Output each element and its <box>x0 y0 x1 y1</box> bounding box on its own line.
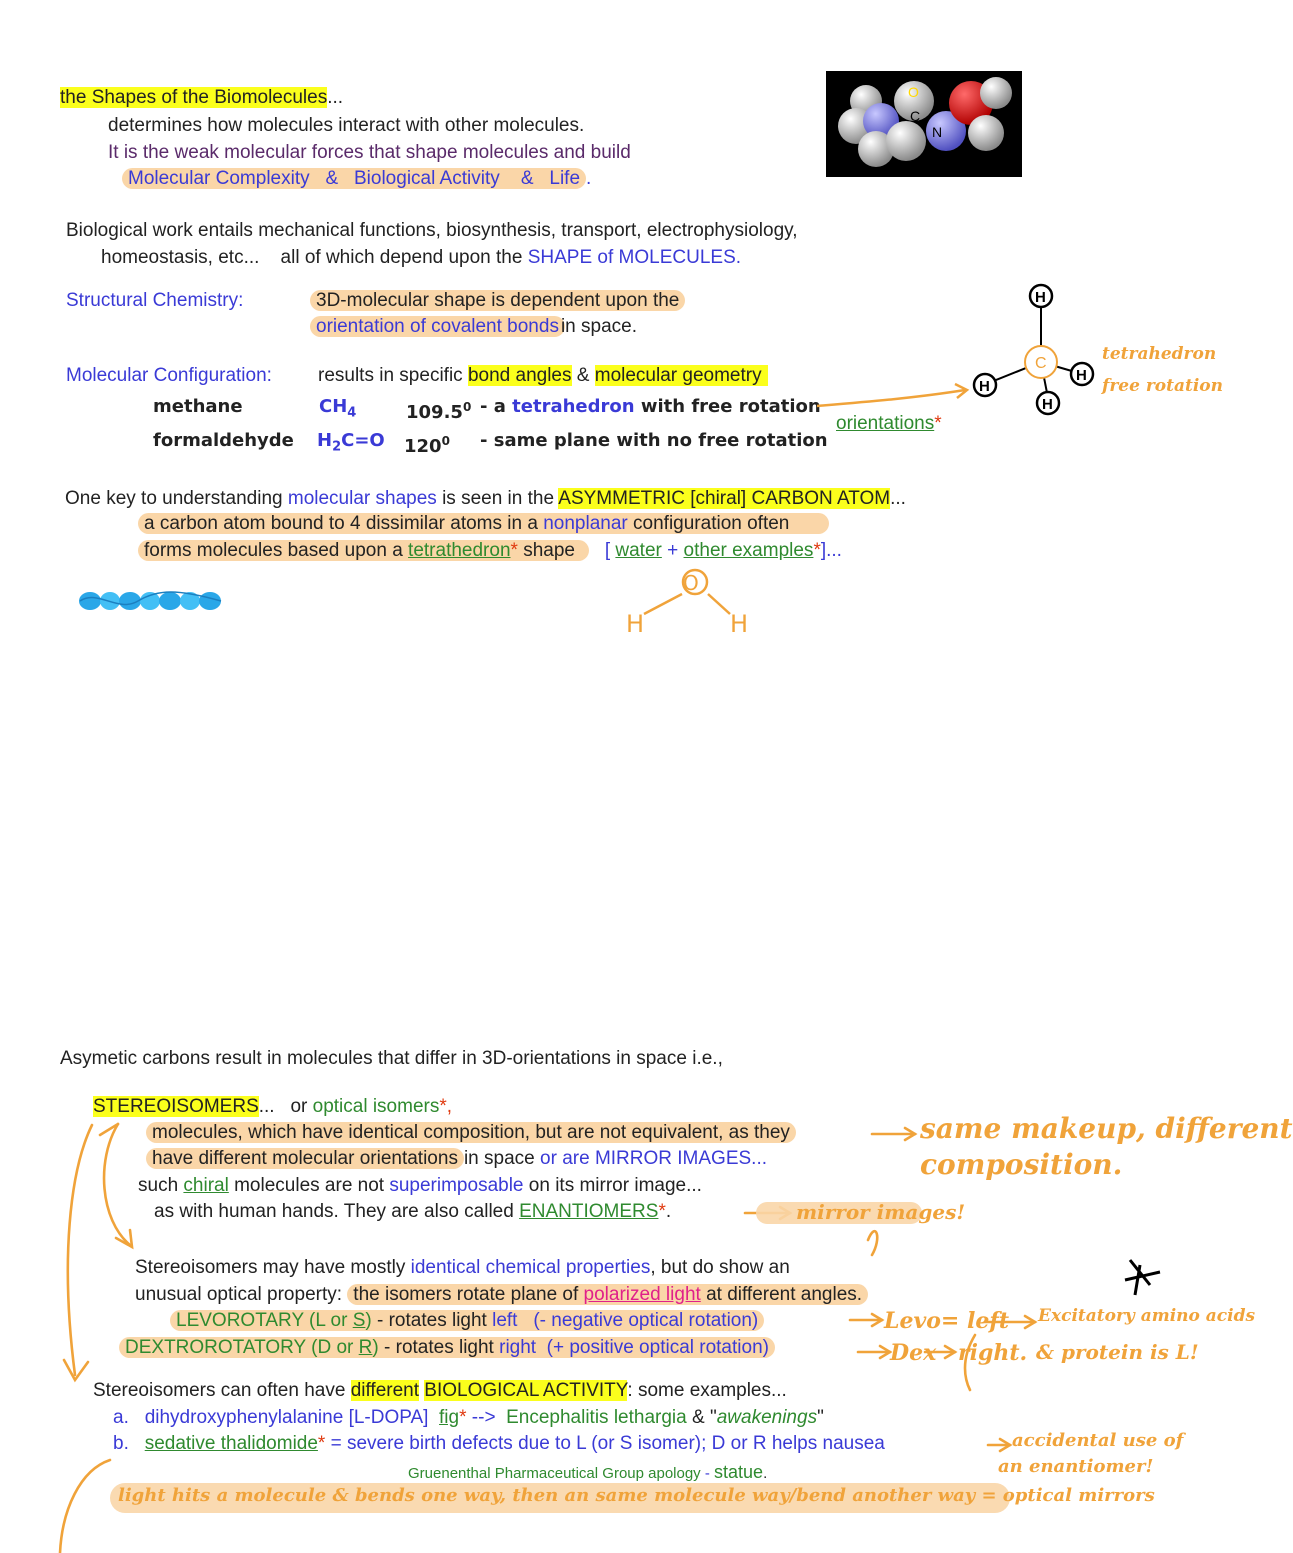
shape-of-molecules: SHAPE of MOLECULES. <box>527 247 742 268</box>
amp-2: & <box>520 168 534 189</box>
quote-close: " <box>817 1407 824 1428</box>
rotates-text: - rotates light <box>384 1337 494 1358</box>
different-word: different <box>350 1380 420 1401</box>
note-enantiomer: an enantiomer! <box>998 1456 1154 1477</box>
intro-line-2: It is the weak molecular forces that shape molecules and build <box>108 142 631 163</box>
paren: ) <box>372 1337 379 1358</box>
molecular-geometry: molecular geometry <box>595 365 768 386</box>
asymmetric-carbon: ASYMMETRIC [chiral] CARBON ATOM <box>558 488 891 509</box>
h-left: H <box>979 378 990 395</box>
config-text: configuration often <box>633 513 790 534</box>
in-space: in space <box>463 1148 535 1169</box>
awakenings: awakenings <box>716 1407 818 1428</box>
life-text: Life <box>549 168 581 189</box>
note-right: right. <box>958 1340 1028 1366</box>
ellipsis: ... <box>890 488 906 509</box>
fig-link[interactable]: fig <box>439 1407 460 1428</box>
dash: - <box>704 1465 710 1482</box>
levo-label: LEVOROTARY (L or <box>176 1310 348 1331</box>
star: * <box>510 540 518 561</box>
in-space-text: in space. <box>560 316 637 337</box>
amp: & <box>576 365 590 386</box>
formula-sub: 4 <box>347 405 357 421</box>
free-rotation-note: free rotation <box>1102 376 1223 396</box>
center-c: C <box>1035 355 1047 372</box>
shape-text: shape <box>523 540 575 561</box>
water-o: O <box>683 571 699 595</box>
desc-a: - a <box>480 396 506 417</box>
star: * <box>317 1433 326 1454</box>
work-line-1: Biological work entails mechanical functions, biosynthesis, transport, electrophysiology, <box>66 220 798 241</box>
formaldehyde-desc: - same plane with no free rotation <box>480 430 828 451</box>
tetrahedron-note: tetrahedron <box>1102 344 1217 364</box>
polarized-light-link[interactable]: polarized light <box>583 1284 701 1305</box>
water-link[interactable]: water <box>615 540 662 561</box>
apology: Gruenenthal Pharmaceutical Group apology <box>408 1465 701 1482</box>
bound-text: a carbon atom bound to 4 dissimilar atoms in a <box>144 513 538 534</box>
note-composition: composition. <box>920 1148 1123 1181</box>
different-orientations: have different molecular orientations <box>146 1148 464 1169</box>
formaldehyde-name: formaldehyde <box>153 430 294 451</box>
plus: + <box>667 540 679 561</box>
stereo-intro: Asymetic carbons result in molecules that differ in 3D-orientations in space i.e., <box>60 1048 723 1069</box>
or-text: or <box>290 1096 308 1117</box>
biological-activity: BIOLOGICAL ACTIVITY <box>424 1380 628 1401</box>
methane-name: methane <box>153 396 243 417</box>
free-rotation-text: with free rotation <box>640 396 821 417</box>
formula-co: C=O <box>341 430 385 451</box>
superimposable: superimposable <box>389 1175 524 1196</box>
encephalitis: Encephalitis lethargia <box>506 1407 687 1428</box>
mirror-images: are MIRROR IMAGES... <box>562 1148 768 1169</box>
model-label-n: N <box>932 124 943 140</box>
or: or <box>540 1148 557 1169</box>
thalidomide-link[interactable]: sedative thalidomide <box>144 1433 318 1454</box>
formula-h: H <box>317 430 333 451</box>
rotates-text: - rotates light <box>377 1310 487 1331</box>
note-excitatory: Excitatory amino acids <box>1038 1306 1256 1326</box>
structural-phrase-1: 3D-molecular shape is dependent upon the <box>310 290 685 311</box>
positive-rotation: (+ positive optical rotation) <box>546 1337 769 1358</box>
right-word: right <box>499 1337 537 1358</box>
formula-sub: 2 <box>332 439 342 455</box>
amp-quote: & " <box>692 1407 717 1428</box>
note-same-makeup: same makeup, different <box>920 1112 1293 1145</box>
water-h-right: H <box>730 610 749 638</box>
complexity-text: Molecular Complexity <box>128 168 310 189</box>
model-label-h: H <box>933 150 944 166</box>
unusual-text: unusual optical property: <box>135 1284 343 1305</box>
hands-text: as with human hands. They are also called <box>154 1201 514 1222</box>
angles-text: at different angles. <box>706 1284 863 1305</box>
bio-activity-text: Biological Activity <box>354 168 500 189</box>
star: *, <box>439 1096 453 1117</box>
left-word: left <box>492 1310 518 1331</box>
tetrahedron-word: tetrahedron <box>512 396 635 417</box>
note-mirror-images: mirror images! <box>796 1200 966 1224</box>
note-accidental: accidental use of <box>1012 1430 1184 1451</box>
homeostasis-text: homeostasis, etc... <box>101 247 260 268</box>
star: * <box>459 1407 467 1428</box>
bracket-open: [ <box>604 540 611 561</box>
molecular-shapes: molecular shapes <box>287 488 437 509</box>
not-text: molecules are not <box>234 1175 385 1196</box>
paren: ) <box>365 1310 372 1331</box>
mirror-image-text: on its mirror image... <box>528 1175 702 1196</box>
identical-chem-props: identical chemical properties <box>410 1257 651 1278</box>
seen-text: is seen in the <box>442 488 555 509</box>
marker-b: b. <box>113 1433 129 1454</box>
note-levo-left: Levo= left <box>884 1308 1009 1334</box>
note-protein: & protein is L! <box>1036 1340 1199 1364</box>
l-dopa: [L-DOPA] <box>348 1407 429 1428</box>
tetrathedron-link[interactable]: tetrathedron <box>408 540 511 561</box>
note-dex: Dex <box>890 1340 937 1366</box>
other-examples-link[interactable]: other examples <box>683 540 814 561</box>
s-link[interactable]: S <box>352 1310 366 1331</box>
nonplanar: nonplanar <box>543 513 628 534</box>
forms-text: forms molecules based upon a <box>144 540 403 561</box>
chiral-link[interactable]: chiral <box>183 1175 229 1196</box>
star-2: * <box>813 540 821 561</box>
period: . <box>665 1201 672 1222</box>
structural-label: Structural Chemistry: <box>66 290 244 311</box>
negative-rotation: (- negative optical rotation) <box>533 1310 759 1331</box>
rotate-text: the isomers rotate plane of <box>353 1284 579 1305</box>
statue: statue <box>714 1462 764 1482</box>
optical-isomers: optical isomers <box>312 1096 440 1117</box>
angle-value: 109.5 <box>406 402 463 423</box>
degree-sup: 0 <box>441 434 450 448</box>
depend-text: all of which depend upon the <box>280 247 523 268</box>
dextro-label: DEXTROROTATORY (D or <box>125 1337 354 1358</box>
orientations-star: * <box>934 413 942 434</box>
period: . <box>763 1465 768 1482</box>
orientation-phrase: orientation of covalent bonds <box>310 316 565 337</box>
identical-composition: molecules, which have identical composition, but are not equivalent, as they <box>146 1122 796 1143</box>
but-text: , but do show an <box>650 1257 790 1278</box>
amp-1: & <box>325 168 339 189</box>
model-label-o: O <box>908 84 919 100</box>
examples-text: : some examples... <box>627 1380 787 1401</box>
degree-sup: 0 <box>462 400 472 414</box>
bracket-close: ]... <box>820 540 842 561</box>
title-ellipsis: ... <box>327 87 344 108</box>
model-label-c: C <box>910 108 921 124</box>
mostly-text: Stereoisomers may have mostly <box>135 1257 406 1278</box>
r-link[interactable]: R <box>358 1337 373 1358</box>
results-text: results in specific <box>318 365 463 386</box>
enantiomers-link[interactable]: ENANTIOMERS <box>519 1201 659 1222</box>
orientations-text[interactable]: orientations <box>836 413 935 434</box>
such: such <box>138 1175 179 1196</box>
often-text: Stereoisomers can often have <box>93 1380 346 1401</box>
h-bottom: H <box>1042 396 1053 413</box>
dihydroxy: dihydroxyphenylalanine <box>144 1407 344 1428</box>
h-right: H <box>1076 367 1087 384</box>
formula-main: CH <box>319 396 348 417</box>
note-bottom-light: light hits a molecule & bends one way, then an same molecule way/bend another way = optical mirrors <box>118 1485 1155 1506</box>
star: * <box>658 1201 666 1222</box>
configuration-label: Molecular Configuration: <box>66 365 272 386</box>
water-h-left: H <box>626 610 645 638</box>
h-top: H <box>1035 289 1046 306</box>
intro-line-1: determines how molecules interact with other molecules. <box>108 115 585 136</box>
birth-defects: = severe birth defects due to L (or S isomer); D or R helps nausea <box>330 1433 885 1454</box>
period: . <box>586 168 592 189</box>
key-text: One key to understanding <box>65 488 283 509</box>
bond-angles: bond angles <box>467 365 572 386</box>
marker-a: a. <box>113 1407 129 1428</box>
arrow-text: --> <box>471 1407 496 1428</box>
stereoisomers: STEREOISOMERS <box>93 1096 259 1117</box>
angle-value: 120 <box>404 436 442 457</box>
dots: ... <box>258 1096 275 1117</box>
title-text: the Shapes of the Biomolecules <box>60 87 328 108</box>
